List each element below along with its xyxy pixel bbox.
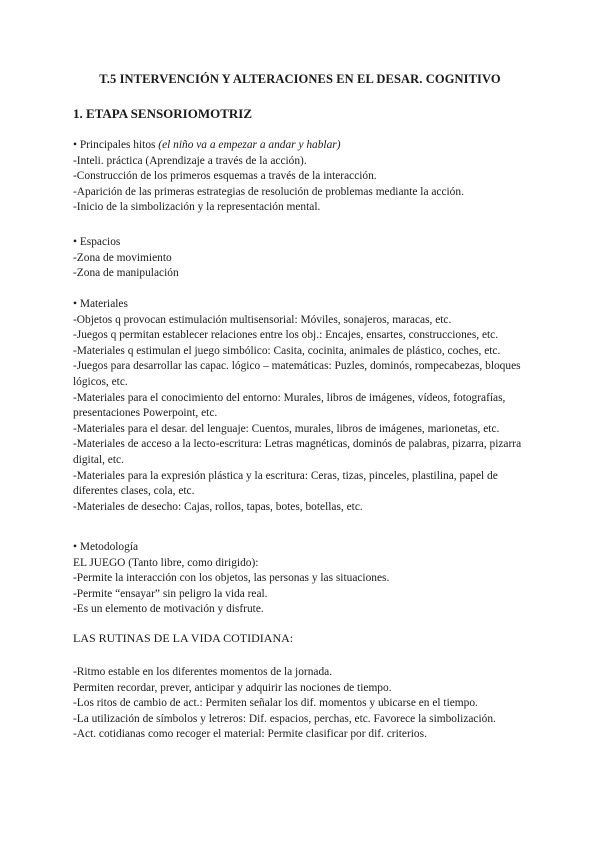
metodologia-item: -Permite “ensayar” sin peligro la vida real. xyxy=(73,587,268,600)
rutinas-item: Permiten recordar, prever, anticipar y adquirir las nociones de tiempo. xyxy=(73,681,392,694)
materiales-item: -Objetos q provocan estimulación multisensorial: Móviles, sonajeros, maracas, etc. xyxy=(73,313,452,326)
materiales-item: -Materiales para el conocimiento del entorno: Murales, libros de imágenes, vídeos, fotografías, presentaciones Powerpoint, etc. xyxy=(73,391,506,420)
metodologia-block xyxy=(73,540,543,618)
materiales-item: -Materiales de desecho: Cajas, rollos, tapas, botes, botellas, etc. xyxy=(73,500,363,513)
materiales-item: -Materiales de acceso a la lecto-escritura: Letras magnéticas, dominós de palabras, pizarra, pizarra digital, etc. xyxy=(73,438,522,466)
hitos-item: -Aparición de las primeras estrategias de resolución de problemas mediante la acción. xyxy=(73,185,464,198)
metodologia-item: -Es un elemento de motivación y disfrute. xyxy=(73,603,264,616)
document-title: T.5 INTERVENCIÓN Y ALTERACIONES EN EL DESAR. COGNITIVO xyxy=(99,72,501,86)
hitos-item: -Inteli. práctica (Aprendizaje a través de la acción). xyxy=(73,154,307,167)
hitos-note: (el niño va a empezar a andar y hablar) xyxy=(158,139,341,151)
hitos-item: -Inicio de la simbolización y la representación mental. xyxy=(73,201,321,214)
metodologia-item: -Permite la interacción con los objetos, las personas y las situaciones. xyxy=(73,572,390,585)
materiales-item: -Materiales para la expresión plástica y la escritura: Ceras, tizas, pinceles, plastilina, papel de diferentes clases, cola, etc. xyxy=(73,469,498,498)
materiales-label: • Materiales xyxy=(73,298,128,310)
hitos-block xyxy=(73,138,543,216)
materiales-item: -Materiales para el desar. del lenguaje: Cuentos, murales, libros de imágenes, marionetas, etc. xyxy=(73,422,500,435)
espacios-block xyxy=(73,235,543,282)
espacios-label: • Espacios xyxy=(73,236,121,248)
rutinas-item: -Los ritos de cambio de act.: Permiten señalar los dif. momentos y ubicarse en el tiempo. xyxy=(73,697,478,710)
materiales-item: -Materiales q estimulan el juego simbólico: Casita, cocinita, animales de plástico, coches, etc. xyxy=(73,344,501,357)
materiales-item: -Juegos q permitan establecer relaciones entre los obj.: Encajes, ensartes, construcciones, etc. xyxy=(73,329,499,342)
espacios-item: -Zona de manipulación xyxy=(73,267,179,280)
section-heading: 1. ETAPA SENSORIOMOTRIZ xyxy=(73,106,253,121)
hitos-label-line xyxy=(73,138,543,154)
espacios-item: -Zona de movimiento xyxy=(73,251,172,264)
rutinas-item: -Act. cotidianas como recoger el material: Permite clasificar por dif. criterios. xyxy=(73,728,427,741)
metodologia-label: • Metodología xyxy=(73,541,139,553)
rutinas-heading: LAS RUTINAS DE LA VIDA COTIDIANA: xyxy=(73,631,294,645)
hitos-item: -Construcción de los primeros esquemas a través de la interacción. xyxy=(73,170,377,183)
materiales-block xyxy=(73,297,543,515)
hitos-label: • Principales hitos xyxy=(73,139,159,151)
rutinas-block xyxy=(73,665,543,743)
rutinas-item: -Ritmo estable en los diferentes momentos de la jornada. xyxy=(73,666,333,678)
materiales-item: -Juegos para desarrollar las capac. lógico – matemáticas: Puzles, dominós, rompecabezas, bloques lógicos, etc. xyxy=(73,360,521,388)
metodologia-subheading: EL JUEGO (Tanto libre, como dirigido): xyxy=(73,556,259,569)
rutinas-item: -La utilización de símbolos y letreros: Dif. espacios, perchas, etc. Favorece la simbolización. xyxy=(73,712,496,725)
